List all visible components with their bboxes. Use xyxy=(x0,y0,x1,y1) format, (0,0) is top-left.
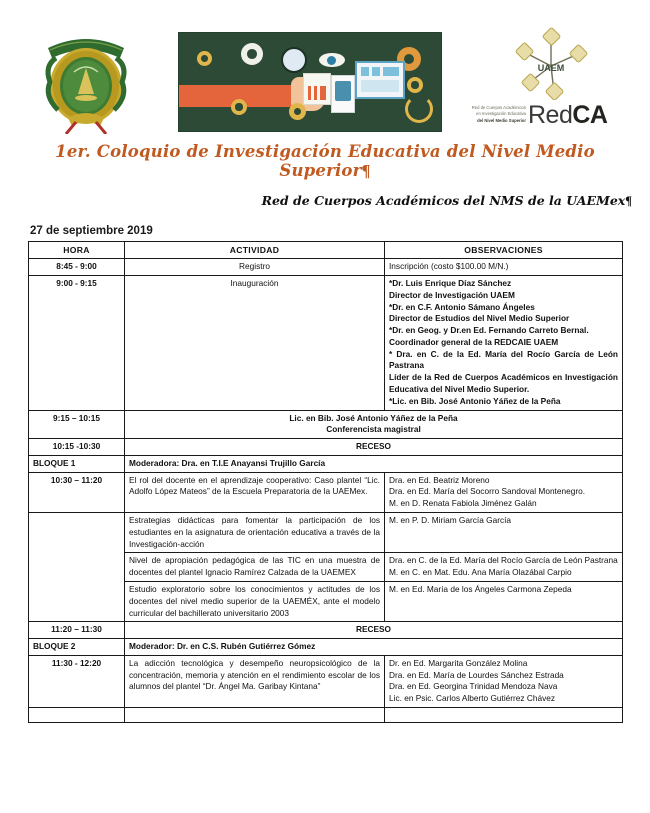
table-row xyxy=(29,439,623,456)
cell-bloque-label: BLOQUE 1 xyxy=(29,455,125,472)
page-title-text: 1er. Coloquio de Investigación Educativa del Nivel Medio Superior xyxy=(55,142,595,180)
redca-tagline-line1: Red de Cuerpos Académicos xyxy=(471,104,526,110)
table-row xyxy=(29,275,623,410)
cell-bloque-label: BLOQUE 2 xyxy=(29,639,125,656)
table-row xyxy=(29,622,623,639)
cell-observaciones xyxy=(385,655,623,707)
column-header-hora: HORA xyxy=(29,242,125,259)
agenda-table-body xyxy=(29,259,623,723)
observacion-line: M. en Ed. María de los Ángeles Carmona Zepeda xyxy=(389,583,572,594)
redca-tagline-line3: del Nivel Medio Superior xyxy=(477,117,526,123)
table-row xyxy=(29,581,623,621)
observacion-line: Inscripción (costo $100.00 M/N.) xyxy=(389,261,509,272)
educational-research-banner-image xyxy=(178,32,442,132)
document-header-band xyxy=(0,0,650,130)
observacion-line: Dr. en Ed. Margarita González Molina xyxy=(389,657,528,668)
cell-hora: 10:15 -10:30 xyxy=(29,439,125,456)
table-row xyxy=(29,472,623,512)
observacion-line: Dra. en Ed. María del Socorro Sandoval Montenegro. xyxy=(389,486,586,497)
gear-icon xyxy=(289,103,306,120)
page-subtitle xyxy=(0,193,650,209)
gear-icon xyxy=(197,51,212,66)
gear-icon xyxy=(407,77,423,93)
cell-actividad: Estudio exploratorio sobre los conocimientos y actitudes de los docentes del nivel medio superior de la UAEMÉX, ante el modelo curricular del bachillerato universitario 2003 xyxy=(125,581,385,621)
observacion-line: *Lic. en Bib. José Antonio Yáñez de la Peña xyxy=(389,395,561,406)
observacion-line: Coordinador general de la REDCAIE UAEM xyxy=(389,336,559,347)
column-header-actividad: ACTIVIDAD xyxy=(125,242,385,259)
uaem-crest-logo xyxy=(38,22,134,134)
conferencia-speaker: Lic. en Bib. José Antonio Yáñez de la Peña xyxy=(289,412,458,423)
page-subtitle-text: Red de Cuerpos Académicos del NMS de la UAEMex xyxy=(261,193,626,208)
redca-wordmark-ca: CA xyxy=(572,101,608,129)
observacion-line: M. en C. en Mat. Edu. Ana María Olazábal Carpio xyxy=(389,567,572,578)
cell-hora: 9:15 – 10:15 xyxy=(29,410,125,439)
cell-actividad: La adicción tecnológica y desempeño neuropsicológico de la concentración, memoria y atención en el rendimiento escolar de los alumnos del plantel “Dr. Ángel Ma. Garibay Kintana” xyxy=(125,655,385,707)
observacion-line: Director de Investigación UAEM xyxy=(389,289,515,300)
redca-network-icon xyxy=(508,26,594,100)
cell-hora: 9:00 - 9:15 xyxy=(29,275,125,410)
table-header-row xyxy=(29,242,623,259)
cell-moderador: Moderador: Dr. en C.S. Rubén Gutiérrez Gómez xyxy=(125,639,623,656)
cell-observaciones-empty xyxy=(385,707,623,722)
observacion-line: * Dra. en C. de la Ed. María del Rocío García de León Pastrana xyxy=(389,348,618,371)
eye-icon xyxy=(319,53,345,67)
pilcrow-mark: ¶ xyxy=(625,194,632,208)
observacion-line: *Dr. en Geog. y Dr.en Ed. Fernando Carreto Bernal. xyxy=(389,325,589,336)
observacion-line: Director de Estudios del Nivel Medio Superior xyxy=(389,313,570,324)
cell-observaciones xyxy=(385,259,623,276)
cell-observaciones xyxy=(385,553,623,582)
conferencia-role: Conferencista magistral xyxy=(326,424,421,435)
table-row xyxy=(29,455,623,472)
observacion-line: *Dr. Luis Enrique Díaz Sánchez xyxy=(389,277,512,288)
cell-actividad: Estrategias didácticas para fomentar la participación de los estudiantes en la asignatura de orientación educativa a través de la Investigación-acción xyxy=(125,513,385,553)
bar-chart-icon xyxy=(303,73,331,105)
observacion-line: M. en D. Renata Fabiola Jiménez Galán xyxy=(389,498,537,509)
monitor-bars-shape xyxy=(361,67,399,76)
observacion-line: *Dr. en C.F. Antonio Sámano Ángeles xyxy=(389,301,535,312)
cell-hora: 11:30 - 12:20 xyxy=(29,655,125,707)
observacion-line: Lic. en Psic. Carlos Alberto Gutiérrez Chávez xyxy=(389,693,556,704)
cell-conferencia xyxy=(125,410,623,439)
tablet-device-icon xyxy=(331,75,355,113)
cell-receso: RECESO xyxy=(125,439,623,456)
cell-actividad: El rol del docente en el aprendizaje cooperativo: Caso plantel “Lic. Adolfo López Mateos” de la Escuela Preparatoria de la UAEMex. xyxy=(125,472,385,512)
cell-hora-empty xyxy=(29,707,125,722)
monitor-linechart-shape xyxy=(361,80,399,92)
table-row xyxy=(29,707,623,722)
redca-tagline-line2: en Investigación Educativa xyxy=(476,111,526,116)
observacion-line: Dra. en Ed. María de Lourdes Sánchez Estrada xyxy=(389,669,564,680)
observacion-line: M. en P. D. Miriam García García xyxy=(389,515,512,526)
page-title xyxy=(0,142,650,181)
observacion-line: Líder de la Red de Cuerpos Académicos en Investigación Educativa del Nivel Medio Superior. xyxy=(389,372,618,395)
agenda-table-wrapper xyxy=(0,241,650,723)
cell-actividad: Inauguración xyxy=(125,275,385,410)
cell-observaciones xyxy=(385,472,623,512)
redca-tagline xyxy=(452,105,526,125)
agenda-date: 27 de septiembre 2019 xyxy=(30,225,153,237)
redca-wordmark-red: Red xyxy=(528,101,573,129)
observacion-line: Dra. en C. de la Ed. María del Rocío García de León Pastrana xyxy=(389,555,618,566)
cell-actividad-empty xyxy=(125,707,385,722)
table-row xyxy=(29,639,623,656)
cell-observaciones xyxy=(385,275,623,410)
column-header-observaciones: OBSERVACIONES xyxy=(385,242,623,259)
pilcrow-mark: ¶ xyxy=(361,161,371,180)
magnifier-icon xyxy=(281,47,307,73)
cell-hora-empty xyxy=(29,581,125,621)
cell-moderador: Moderadora: Dra. en T.I.E Anayansi Trujillo García xyxy=(125,455,623,472)
cell-hora-empty xyxy=(29,513,125,553)
table-row xyxy=(29,655,623,707)
cell-actividad: Nivel de apropiación pedagógica de las TIC en una muestra de docentes del plantel Ignacio Ramírez Calzada de la UAEMEX xyxy=(125,553,385,582)
refresh-arrow-icon xyxy=(405,95,433,123)
gear-icon xyxy=(241,43,263,65)
table-row xyxy=(29,553,623,582)
redca-wordmark xyxy=(528,101,607,130)
redca-network-center-label: UAEM xyxy=(537,63,565,73)
agenda-table xyxy=(28,241,623,723)
cell-observaciones xyxy=(385,513,623,553)
gear-icon xyxy=(231,99,247,115)
cell-observaciones xyxy=(385,581,623,621)
cell-hora: 8:45 - 9:00 xyxy=(29,259,125,276)
redca-logo xyxy=(452,26,622,134)
table-row xyxy=(29,513,623,553)
monitor-dashboard-icon xyxy=(355,61,405,99)
cell-actividad: Registro xyxy=(125,259,385,276)
observacion-line: Dra. en Ed. Georgina Trinidad Mendoza Nava xyxy=(389,681,558,692)
cell-hora: 10:30 – 11:20 xyxy=(29,472,125,512)
table-row xyxy=(29,259,623,276)
cell-hora: 11:20 – 11:30 xyxy=(29,622,125,639)
cell-hora-empty xyxy=(29,553,125,582)
observacion-line: Dra. en Ed. Beatriz Moreno xyxy=(389,474,490,485)
table-row xyxy=(29,410,623,439)
cell-receso: RECESO xyxy=(125,622,623,639)
